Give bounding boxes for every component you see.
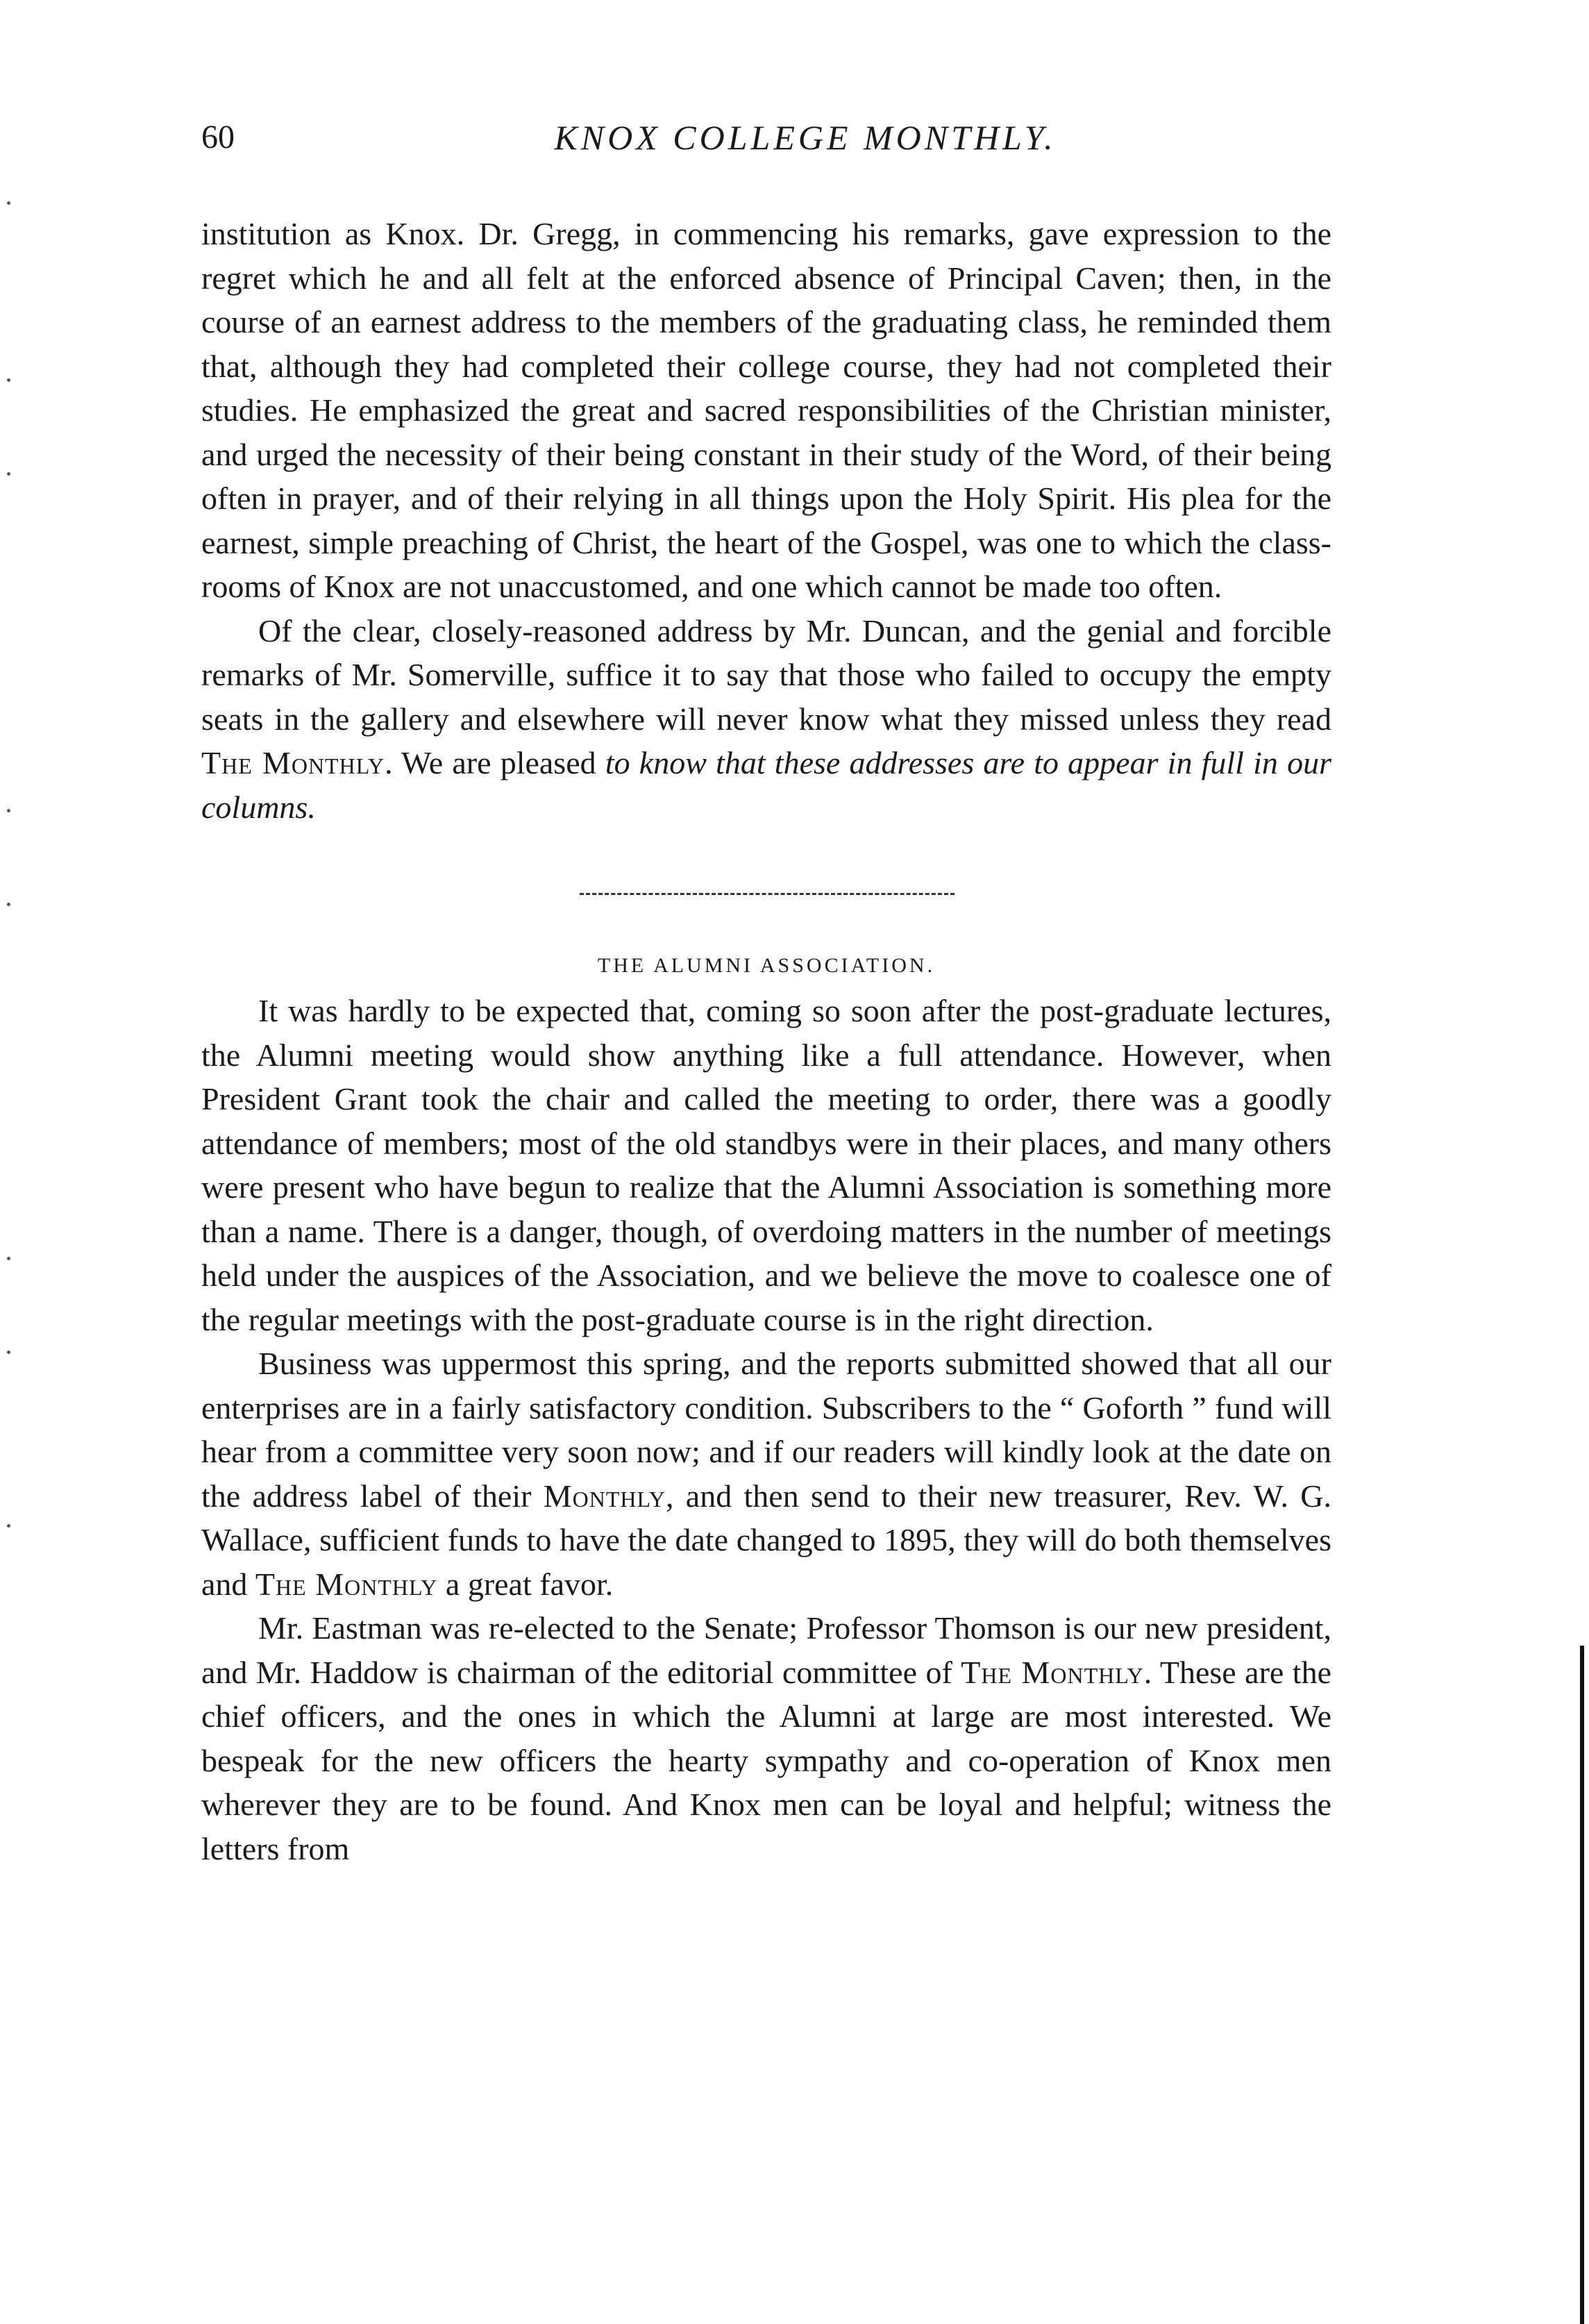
article-body [201,212,1331,1871]
scan-mark [7,472,10,476]
text-run: . We are pleased [385,745,605,780]
page-number: 60 [201,119,235,156]
divider-rule [580,893,955,895]
paragraph-alumni-meeting [201,989,1331,1341]
text-run: Of the clear, closely-reasoned address by Mr. Duncan, and the genial and forcible remarks of Mr. Somerville, suffice it to say that those who failed to occupy the empty seats in the gallery and elsewhere will never know what they missed unless they read [201,612,1331,737]
scan-mark [7,1351,10,1354]
page-edge [1580,1646,1584,2324]
text-run: a great favor. [437,1566,614,1602]
scan-mark [7,201,10,205]
scan-mark [7,1524,10,1528]
paragraph-addresses [201,609,1331,830]
scan-mark [7,809,10,812]
text-run: It was hardly to be expected that, coming so soon after the post-graduate lectures, the Alumni meeting would show anything like a full attendance. However, when President Grant took the chair and called the meeting to order, there was a goodly attendance of members; most of the old standbys were in their places, and many others were present who have begun to realize that the Alumni Association is something more than a name. There is a danger, though, of overdoing matters in the number of meetings held under the auspices of the Association, and we believe the move to coalesce one of the regular meetings with the post-graduate course is in the right direction. [201,993,1331,1337]
text-run: , and then send to their new treasurer, Rev. W. G. Wallace, sufficient funds to have the date changed to 1895, they will do both themselves and [201,1478,1331,1602]
scan-mark [7,903,10,906]
scan-mark [7,1257,10,1260]
text-run: institution as Knox. Dr. Gregg, in commencing his remarks, gave expression to the regret which he and all felt at the enforced absence of Principal Caven; then, in the course of an earnest address to the members of the graduating class, he reminded them that, although they had completed their college course, they had not completed their studies. He emphasized the great and sacred responsibilities of the Christian minister, and urged the necessity of their being constant in their study of the Word, of their being often in prayer, and of their relying in all things upon the Holy Spirit. His plea for the earnest, simple preaching of Christ, the heart of the Gospel, was one to which the class-rooms of Knox are not unaccustomed, and one which cannot be made too often. [201,216,1331,604]
paragraph-business [201,1341,1331,1606]
paragraph-institution [201,212,1331,609]
journal-title: KNOX COLLEGE MONTHLY. [554,118,1057,157]
periodical-name: Monthly [543,1478,666,1514]
text-run: . These are the chief officers, and the ones in which the Alumni at large are most interested. We bespeak for the new officers the hearty sympathy and co-operation of Knox men wherever they are to be found. And Knox men can be loyal and helpful; witness the letters from [201,1654,1332,1866]
text-run-italic: to know that these addresses are to appear in full in our columns. [201,745,1332,825]
text-run: Mr. Eastman was re-elected to the Senate; Professor Thomson is our new president, and Mr. Haddow is chairman of the editorial committee of [201,1610,1331,1690]
paragraph-officers [201,1606,1331,1871]
scan-mark [7,378,10,382]
periodical-name: The Monthly [961,1654,1144,1690]
section-heading: THE ALUMNI ASSOCIATION. [597,954,936,977]
running-head [201,117,1326,158]
periodical-name: The Monthly [255,1566,438,1602]
section-divider [201,829,1331,989]
text-run: Business was uppermost this spring, and the reports submitted showed that all our enterprises are in a fairly satisfactory condition. Subscribers to the “ Goforth ” fund will hear from a committee very soon now; and if our readers will kindly look at the date on the address label of their [201,1346,1331,1514]
periodical-name: The Monthly [201,745,385,780]
